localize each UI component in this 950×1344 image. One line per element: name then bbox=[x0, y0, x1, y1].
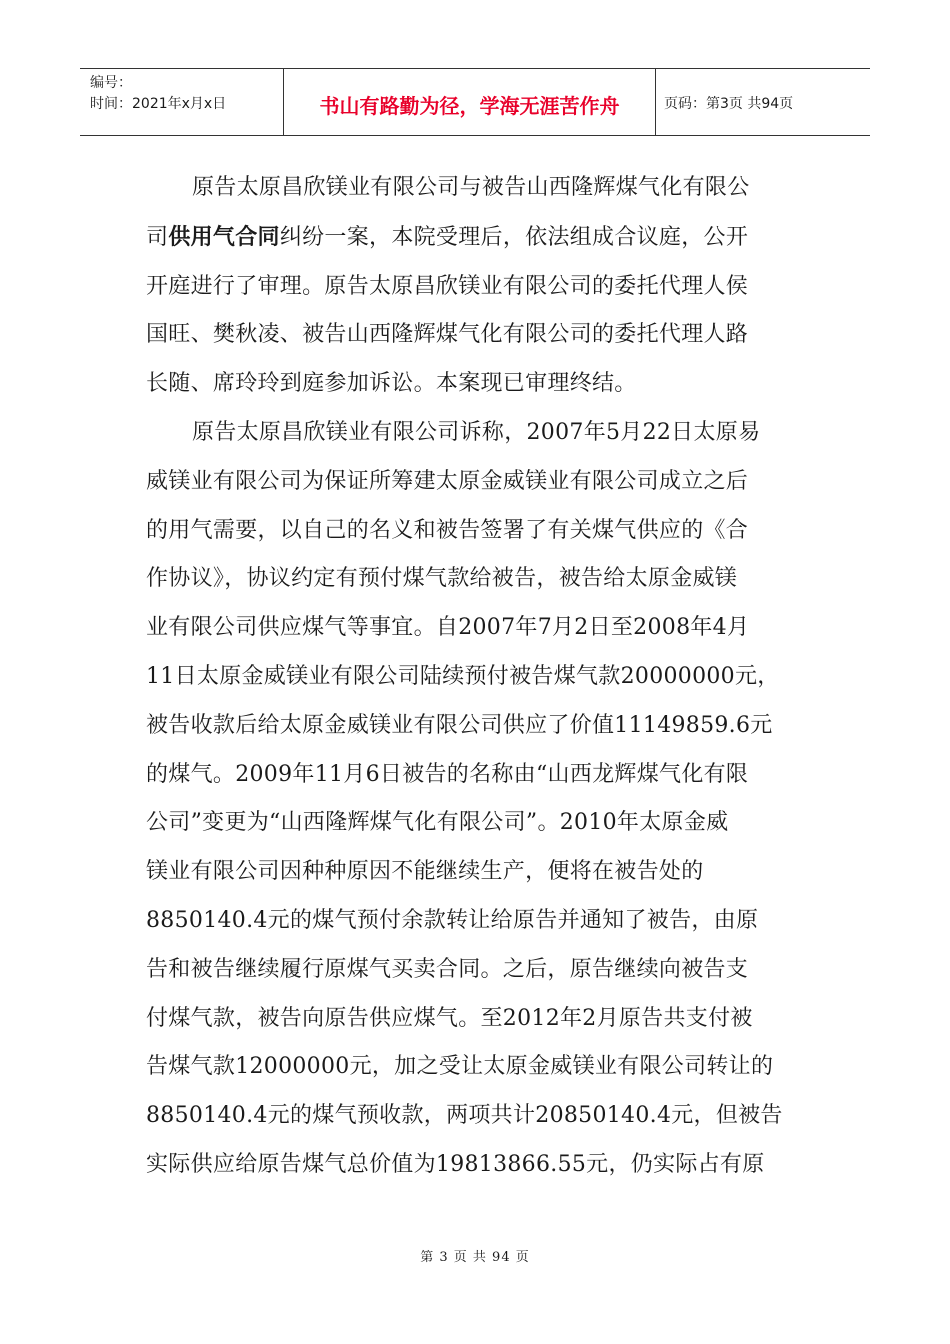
text-segment: 纠纷一案，本院受理后，依法组成合议庭，公开 bbox=[279, 224, 749, 250]
text-line: 原告太原昌欣镁业有限公司与被告山西隆辉煤气化有限公 bbox=[192, 175, 750, 200]
document-body bbox=[146, 164, 806, 1190]
text-line: 告煤气款12000000元，加之受让太原金威镁业有限公司转让的 bbox=[146, 1054, 774, 1080]
text-line: 威镁业有限公司为保证所筹建太原金威镁业有限公司成立之后 bbox=[146, 468, 749, 494]
page-header bbox=[80, 68, 870, 136]
case-type-bold: 供用气合同 bbox=[168, 223, 280, 250]
text-line: 公司”变更为“山西隆辉煤气化有限公司”。2010年太原金威 bbox=[146, 810, 729, 836]
text-line: 的用气需要，以自己的名义和被告签署了有关煤气供应的《合 bbox=[146, 517, 749, 543]
text-line: 11日太原金威镁业有限公司陆续预付被告煤气款20000000元， bbox=[146, 663, 780, 689]
text-line: 业有限公司供应煤气等事宜。自2007年7月2日至2008年4月 bbox=[146, 615, 750, 641]
text-line: 作协议》，协议约定有预付煤气款给被告，被告给太原金威镁 bbox=[146, 566, 738, 592]
text-line: 被告收款后给太原金威镁业有限公司供应了价值11149859.6元 bbox=[146, 712, 773, 738]
text-line: 告和被告继续履行原煤气买卖合同。之后，原告继续向被告支 bbox=[146, 956, 749, 982]
text-line: 原告太原昌欣镁业有限公司诉称，2007年5月22日太原易 bbox=[192, 419, 761, 445]
header-page-info: 页码：第3页 共94页 bbox=[664, 96, 794, 112]
text-line: 8850140.4元的煤气预付余款转让给原告并通知了被告，由原 bbox=[146, 907, 759, 933]
text-line: 长随、席玲玲到庭参加诉讼。本案现已审理终结。 bbox=[146, 371, 637, 397]
text-line: 开庭进行了审理。原告太原昌欣镁业有限公司的委托代理人侯 bbox=[146, 273, 749, 299]
text-line: 付煤气款，被告向原告供应煤气。至2012年2月原告共支付被 bbox=[146, 1005, 753, 1031]
text-segment: 司 bbox=[146, 224, 169, 250]
text-line: 实际供应给原告煤气总价值为19813866.55元，仍实际占有原 bbox=[146, 1151, 765, 1177]
text-line: 的煤气。2009年11月6日被告的名称由“山西龙辉煤气化有限 bbox=[146, 761, 749, 787]
page-footer: 第 3 页 共 94 页 bbox=[420, 1250, 530, 1265]
paragraph-plaintiff-claim bbox=[146, 409, 806, 1190]
document-number-label: 编号： bbox=[90, 75, 132, 91]
text-line: 8850140.4元的煤气预收款，两项共计20850140.4元，但被告 bbox=[146, 1103, 783, 1129]
text-line bbox=[146, 213, 806, 263]
header-motto: 书山有路勤为径，学海无涯苦作舟 bbox=[284, 69, 656, 135]
header-meta bbox=[80, 69, 284, 135]
document-date-label: 时间：2021年x月x日 bbox=[90, 96, 227, 112]
paragraph-case-intro bbox=[146, 164, 806, 409]
text-line: 镁业有限公司因种种原因不能继续生产，便将在被告处的 bbox=[146, 859, 704, 885]
text-line: 国旺、樊秋凌、被告山西隆辉煤气化有限公司的委托代理人路 bbox=[146, 322, 749, 348]
